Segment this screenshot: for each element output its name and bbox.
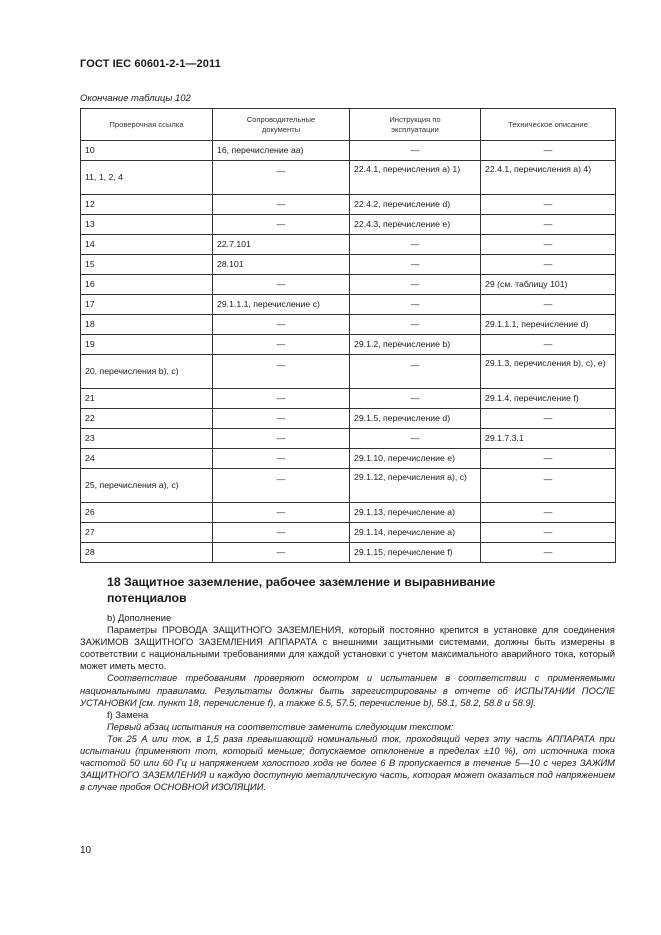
- table-cell: —: [481, 449, 616, 469]
- table-row: [81, 543, 616, 563]
- table-cell: —: [213, 315, 350, 335]
- table-cell: 14: [81, 235, 213, 255]
- table-cell: 29.1.2, перечисление b): [350, 335, 481, 355]
- table-cell: 16: [81, 275, 213, 295]
- table-cell: 29.1.1.1, перечисление c): [213, 295, 350, 315]
- table-row: [81, 235, 616, 255]
- table-row: [81, 195, 616, 215]
- table-cell: 17: [81, 295, 213, 315]
- paragraph: Ток 25 А или ток, в 1,5 раза превышающий номинальный ток, проходящий через эту часть АППАРАТА при испытании (применяют тот, который меньше; допускаемое отклонение в пределах ±10 %), от источника тока частотой 50 или 60 Гц и напряжением холостого хода не более 6 В пропускается в течение 5—10 с через ЗАЖИМ ЗАЩИТНОГО ЗАЗЕМЛЕНИЯ и каждую доступную металлическую часть, которая может оказаться под напряжением в случае пробоя ОСНОВНОЙ ИЗОЛЯЦИИ.: [80, 732, 615, 793]
- table-cell: —: [213, 429, 350, 449]
- table-cell: —: [213, 335, 350, 355]
- section-title: 18 Защитное заземление, рабочее заземление и выравнивание потенциалов: [107, 575, 496, 605]
- table-body: [81, 141, 616, 563]
- column-header: Инструкция по эксплуатации: [350, 109, 481, 141]
- table-cell: 12: [81, 195, 213, 215]
- table-cell: 25, перечисления a), c): [81, 469, 213, 503]
- table-row: [81, 503, 616, 523]
- table-cell: —: [213, 195, 350, 215]
- table-row: [81, 161, 616, 195]
- table-row: [81, 275, 616, 295]
- table-cell: —: [350, 275, 481, 295]
- table-cell: 22.4.1, перечисления a) 1): [350, 161, 481, 195]
- table-cell: —: [481, 235, 616, 255]
- table-cell: 29.1.10, перечисление e): [350, 449, 481, 469]
- table-cell: —: [213, 161, 350, 195]
- table-cell: 29.1.3, перечисления b), c), e): [481, 355, 616, 389]
- table-cell: —: [481, 469, 616, 503]
- table-cell: 15: [81, 255, 213, 275]
- table-cell: —: [350, 389, 481, 409]
- table-header-row: [81, 109, 616, 141]
- table-cell: —: [481, 255, 616, 275]
- table-cell: —: [350, 255, 481, 275]
- table-cell: —: [481, 195, 616, 215]
- paragraph: b) Дополнение: [107, 612, 172, 623]
- table-cell: 22.4.1, перечисления a) 4): [481, 161, 616, 195]
- table-row: [81, 389, 616, 409]
- table-row: [81, 469, 616, 503]
- table-cell: —: [213, 275, 350, 295]
- table-cell: —: [350, 429, 481, 449]
- paragraph: f) Замена: [107, 708, 149, 720]
- table-cell: 29.1.5, перечисление d): [350, 409, 481, 429]
- column-header: Сопроводительные документы: [213, 109, 350, 141]
- table-cell: 10: [81, 141, 213, 161]
- table-cell: 29.1.12, перечисления a), c): [350, 469, 481, 503]
- table-cell: 22.4.3, перечисление e): [350, 215, 481, 235]
- table-cell: 24: [81, 449, 213, 469]
- table-cell: 22: [81, 409, 213, 429]
- page-number: 10: [80, 845, 92, 856]
- table-cell: 19: [81, 335, 213, 355]
- requirements-table: [80, 108, 616, 563]
- table-cell: —: [481, 503, 616, 523]
- table-cell: —: [213, 523, 350, 543]
- table-cell: 29.1.14, перечисление a): [350, 523, 481, 543]
- paragraph: Первый абзац испытания на соответствие заменить следующим текстом:: [107, 720, 454, 732]
- table-cell: —: [213, 543, 350, 563]
- table-cell: 13: [81, 215, 213, 235]
- table-row: [81, 295, 616, 315]
- table-row: [81, 429, 616, 449]
- table-cell: 29.1.4, перечисление f): [481, 389, 616, 409]
- table-caption: Окончание таблицы 102: [80, 93, 191, 104]
- table-cell: —: [213, 503, 350, 523]
- table-row: [81, 255, 616, 275]
- table-row: [81, 409, 616, 429]
- table-cell: —: [350, 235, 481, 255]
- table-row: [81, 141, 616, 161]
- table-row: [81, 315, 616, 335]
- table-cell: —: [213, 409, 350, 429]
- table-cell: 11, 1, 2, 4: [81, 161, 213, 195]
- table-cell: —: [481, 409, 616, 429]
- table-cell: 26: [81, 503, 213, 523]
- table-cell: —: [350, 355, 481, 389]
- table-row: [81, 215, 616, 235]
- paragraph: Соответствие требованиям проверяют осмотром и испытанием в соответствии с применяемыми национальными правилами. Результаты должны быть зарегистрированы в отчете об ИСПЫТАНИИ ПОСЛЕ УСТАНОВКИ [см. пункт 18, перечисление f), а также 6.5, 57.5, перечисление b), 58.1, 58.2, 58.8 и 58.9].: [80, 672, 615, 708]
- table-cell: 27: [81, 523, 213, 543]
- table-cell: 28.101: [213, 255, 350, 275]
- table-cell: 29.1.15, перечисление f): [350, 543, 481, 563]
- paragraph: Параметры ПРОВОДА ЗАЩИТНОГО ЗАЗЕМЛЕНИЯ, который постоянно крепится в установке для соединения ЗАЖИМОВ ЗАЩИТНОГО ЗАЗЕМЛЕНИЯ АППАРАТА с внешними защитными системами, должны быть измерены в соответствии с национальными требованиями для каждой установки с учетом максимального аварийного тока, который может иметь место.: [80, 624, 615, 672]
- table-cell: 21: [81, 389, 213, 409]
- table-cell: —: [213, 449, 350, 469]
- table-cell: —: [481, 335, 616, 355]
- section-body: [80, 612, 615, 793]
- table-row: [81, 523, 616, 543]
- table-cell: 16, перечисление aa): [213, 141, 350, 161]
- table-cell: —: [350, 295, 481, 315]
- table-cell: 23: [81, 429, 213, 449]
- table-row: [81, 335, 616, 355]
- table-cell: —: [350, 315, 481, 335]
- table-cell: —: [350, 141, 481, 161]
- table-cell: 29 (см. таблицу 101): [481, 275, 616, 295]
- table-cell: —: [481, 215, 616, 235]
- table-cell: 22.7.101: [213, 235, 350, 255]
- table-cell: —: [481, 141, 616, 161]
- table-cell: —: [213, 469, 350, 503]
- column-header: Проверочная ссылка: [81, 109, 213, 141]
- table-cell: —: [213, 389, 350, 409]
- table-cell: —: [481, 543, 616, 563]
- table-cell: 29.1.1.1, перечисление d): [481, 315, 616, 335]
- table-row: [81, 449, 616, 469]
- table-cell: 29.1.7.3.1: [481, 429, 616, 449]
- column-header: Техническое описание: [481, 109, 616, 141]
- document-header: ГОСТ IEC 60601-2-1—2011: [80, 58, 221, 70]
- table-cell: 18: [81, 315, 213, 335]
- table-cell: —: [481, 295, 616, 315]
- table-cell: 29.1.13, перечисление a): [350, 503, 481, 523]
- table-row: [81, 355, 616, 389]
- table-cell: 20, перечисления b), c): [81, 355, 213, 389]
- table-cell: —: [481, 523, 616, 543]
- table-cell: —: [213, 355, 350, 389]
- table-cell: 28: [81, 543, 213, 563]
- table-cell: 22.4.2, перечисление d): [350, 195, 481, 215]
- table-cell: —: [213, 215, 350, 235]
